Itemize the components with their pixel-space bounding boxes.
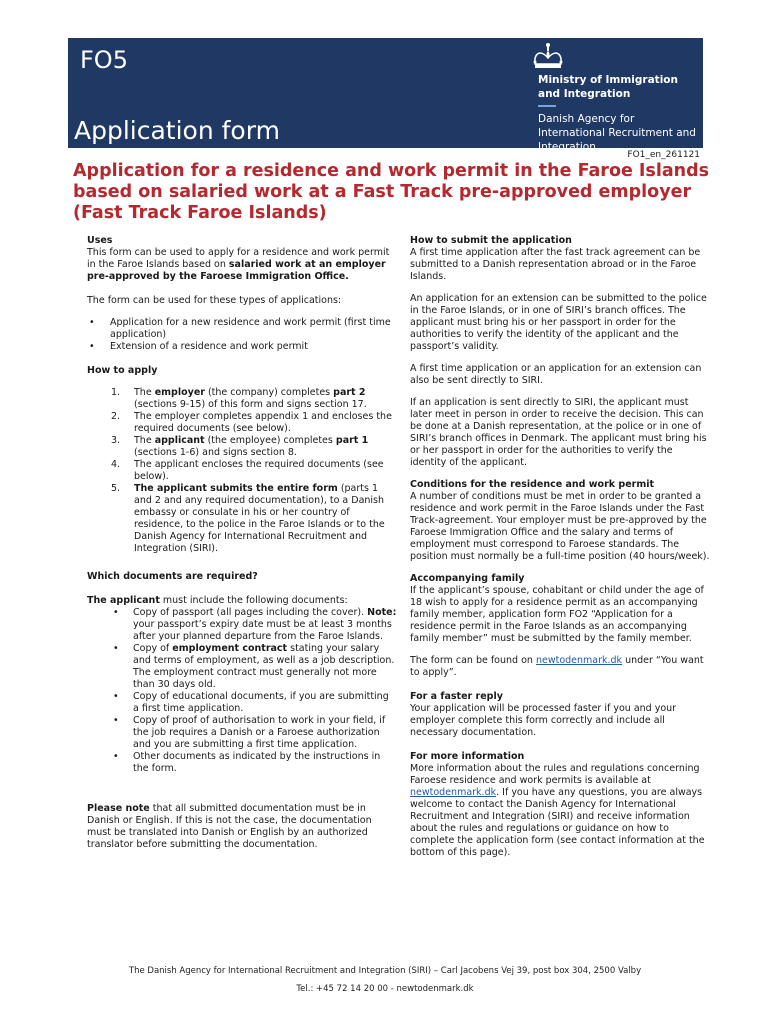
types-intro: The form can be used for these types of applications:: [87, 295, 342, 306]
step-text: The: [134, 387, 155, 398]
step-text: (the company) completes: [204, 387, 334, 398]
documents-heading: Which documents are required?: [87, 571, 258, 582]
types-list: [87, 317, 397, 353]
steps-list: [87, 387, 397, 555]
doc-text: your passport’s expiry date must be at least 3 months after your planned departure from the Faroe Islands.: [133, 619, 392, 642]
list-item: [87, 643, 397, 691]
list-item: [87, 483, 397, 555]
step-text: (parts 1 and 2 and any required documentation), to a Danish embassy or consulate in his or her country of residence, to the police in the Faroe Islands or to the Danish Agency for International Recruitment and Integration (SIRI).: [134, 483, 385, 554]
step-text: (sections 9-15) of this form and signs section 17.: [134, 399, 367, 410]
step-text: (sections 1-6) and signs section 8.: [134, 447, 297, 458]
documents-list: [87, 607, 397, 775]
family-heading: Accompanying family: [410, 573, 525, 584]
list-item: • Application for a new residence and work permit (first time application): [87, 317, 397, 341]
step-text: The: [134, 435, 155, 446]
document-id: FO1_en_261121: [627, 150, 700, 160]
step-text-bold: part 2: [333, 387, 366, 398]
list-item: • Extension of a residence and work permit: [87, 341, 397, 353]
header-divider: [538, 105, 556, 107]
more-info-text: [410, 763, 710, 859]
faster-reply-text: Your application will be processed faster if you and your employer complete this form correctly and include all necessary documentation.: [410, 703, 677, 738]
conditions-text: A number of conditions must be met in order to be granted a residence and work permit in the Faroe Islands under the Fast Track-agreement. Your employer must be pre-approved by the Faroese Immigration Office and the salary and terms of employment must correspond to Faroese standards. The position must normally be a full-time position (40 hours/week).: [410, 491, 710, 562]
step-text: (the employee) completes: [204, 435, 336, 446]
newtodenmark-link[interactable]: newtodenmark.dk: [535, 655, 623, 666]
list-item: [87, 387, 397, 411]
step-number: 4.: [111, 459, 121, 470]
note-text: that all submitted documentation must be in Danish or English. If this is not the case, the documentation must be translated into Danish or English by an authorized translator before submitting the documentation.: [87, 803, 372, 850]
doc-text-bold: employment contract: [172, 643, 288, 654]
applicant-intro-text: must include the following documents:: [159, 595, 348, 606]
conditions-heading: Conditions for the residence and work permit: [410, 479, 655, 490]
how-to-apply-heading: How to apply: [87, 365, 158, 376]
step-number: 1.: [111, 387, 121, 398]
step-text-bold: employer: [154, 387, 205, 398]
family-text: If the applicant’s spouse, cohabitant or child under the age of 18 wish to apply for a residence permit as an accompanying family member, application form FO2 “Application for a residence permit in the Faroe Islands as an accompanying family member” must be submitted by the family member.: [410, 585, 704, 644]
submit-paragraph: If an application is sent directly to SIRI, the applicant must later meet in person in order to receive the decision. This can be done at a Danish representation, at the police or in one of SIRI’s branch offices in Denmark. The applicant must bring his or her passport in order for the authorities to verify the identity of the applicant.: [410, 397, 707, 468]
doc-note-label: Note:: [367, 607, 397, 618]
crown-icon: [530, 42, 566, 74]
submit-paragraph: An application for an extension can be submitted to the police in the Faroe Islands, or in one of SIRI’s branch offices. The applicant must bring his or her passport in order for the authorities to verify the identity of the applicant and the passport’s validity.: [410, 293, 707, 352]
step-text-bold: The applicant submits the entire form: [134, 483, 338, 494]
left-column: [87, 235, 397, 851]
agency-name: Danish Agency for International Recruitment and Integration: [538, 113, 696, 153]
form-title: Application form: [74, 116, 280, 145]
right-column: [410, 235, 710, 859]
found-text: The form can be found on: [410, 655, 536, 666]
more-info-heading: For more information: [410, 751, 525, 762]
submit-paragraph: A first time application or an application for an extension can also be sent directly to SIRI.: [410, 363, 702, 386]
ministry-name: Ministry of Immigration and Integration: [538, 74, 678, 100]
list-item: [87, 435, 397, 459]
submit-paragraph: A first time application after the fast track agreement can be submitted to a Danish representation abroad or in the Faroe Islands.: [410, 247, 701, 282]
newtodenmark-link[interactable]: newtodenmark.dk: [410, 787, 497, 798]
step-text-bold: applicant: [154, 435, 205, 446]
form-code: FO5: [80, 46, 128, 74]
step-number: 3.: [111, 435, 121, 446]
step-text-bold: part 1: [335, 435, 369, 446]
step-text: The applicant encloses the required documents (see below).: [134, 459, 384, 482]
uses-text: [87, 247, 397, 283]
list-item: [87, 411, 397, 435]
header-banner: [68, 38, 703, 153]
footer-contact: Tel.: +45 72 14 20 00 - newtodenmark.dk: [296, 984, 474, 994]
more-text: . If you have any questions, you are always welcome to contact the Danish Agency for International Recruitment and Integration (SIRI) and receive information about the rules and regulations or guidance on how to complete the application form (see contact information at the bottom of this page).: [410, 787, 705, 858]
applicant-label: The applicant: [87, 595, 160, 606]
more-text: More information about the rules and regulations concerning Faroese residence and work permits is available at: [410, 763, 700, 786]
uses-text-plain: This form can be used to apply for a residence and work permit in the Faroe Islands based on: [87, 247, 390, 270]
faster-reply-heading: For a faster reply: [410, 691, 503, 702]
list-item: • Copy of proof of authorisation to work in your field, if the job requires a Danish or a Faroese authorization and you are submitting a first time application.: [87, 715, 397, 751]
doc-text: Copy of passport (all pages including the cover).: [133, 607, 365, 618]
doc-text: Copy of: [133, 643, 173, 654]
uses-heading: Uses: [87, 235, 113, 246]
footer-address: The Danish Agency for International Recruitment and Integration (SIRI) – Carl Jacobens Vej 39, post box 304, 2500 Valby: [128, 966, 642, 976]
submit-heading: How to submit the application: [410, 235, 572, 246]
step-number: 5.: [111, 483, 121, 494]
translation-note: [87, 803, 397, 851]
uses-text-bold: salaried work at an employer pre-approved by the Faroese Immigration Office.: [87, 259, 386, 282]
page-title: Application for a residence and work permit in the Faroe Islands based on salaried work at a Fast Track pre-approved employer (Fast Track Faroe Islands): [73, 161, 710, 223]
list-item: • Copy of educational documents, if you are submitting a first time application.: [87, 691, 397, 715]
form-location-text: [410, 655, 710, 679]
step-number: 2.: [111, 411, 121, 422]
applicant-docs-intro: [87, 595, 397, 607]
found-text: under “You want to apply”.: [410, 655, 704, 678]
step-text: The employer completes appendix 1 and encloses the required documents (see below).: [134, 411, 392, 434]
doc-text: stating your salary and terms of employment, as well as a job description. The employment contract must generally not more than 30 days old.: [133, 643, 395, 690]
list-item: [87, 459, 397, 483]
note-label: Please note: [87, 803, 150, 814]
list-item: [87, 607, 397, 643]
list-item: • Other documents as indicated by the instructions in the form.: [87, 751, 397, 775]
